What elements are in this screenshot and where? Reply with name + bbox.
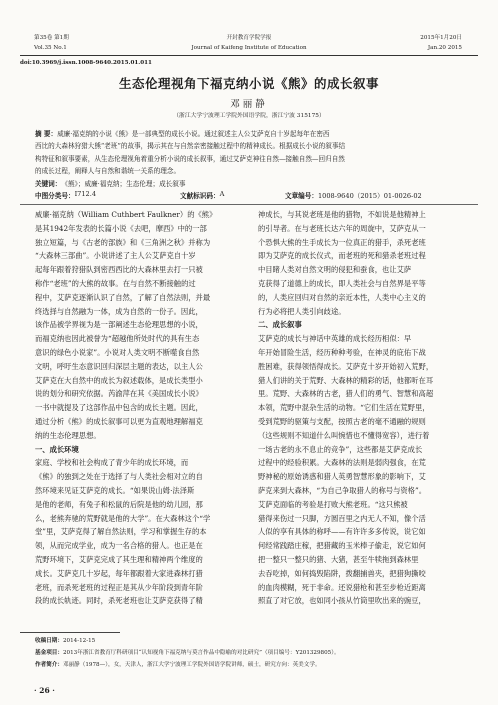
body-text-line: 是其1942年发表的长篇小说《去吧，摩西》中的一部 [35, 223, 207, 233]
page-number: · 26 · [34, 686, 55, 695]
body-text-line: 意识的绿色小说家”。小说对人类文明不断噬食自然 [35, 347, 200, 357]
footnote-label: 基金项目： [35, 650, 63, 656]
body-text-line: 段的成长轨迹。同时，杀死老班也让艾萨克获得了精 [35, 596, 203, 606]
body-text-line: （这些规则不知道什么叫惋惜也不懂得宽容），进行着 [258, 430, 430, 440]
footnote-author-bio [35, 661, 478, 669]
body-text-line: 艾萨克在大自然中的成长为叙述载体，是成长类型小 [35, 375, 203, 385]
classification-row [35, 190, 473, 202]
body-text-line: 胜困难，获得领悟得成长。艾萨克十岁开始初入荒野， [258, 361, 434, 371]
body-text-line: 起每年跟着狩猎队到密西西比的大森林里去打一只被 [35, 265, 203, 275]
classification-label: 中图分类号： [35, 192, 75, 200]
body-text-line: 即为艾萨克的成长仪式，而老班的死和猎杀老班过程 [258, 251, 426, 261]
keywords-label: 关键词： [35, 180, 62, 188]
abstract [35, 128, 463, 178]
body-text-line: 成长。艾萨克几十岁起，每年都跟着大家进森林打猎 [35, 568, 203, 578]
doi: doi:10.3969/j.issn.1008-9640.2015.01.011 [20, 60, 152, 66]
body-text-line: 年开始冒险生活，经历种种考验，在神灵的庇佑下战 [258, 347, 426, 357]
abstract-line: 的成长过程，阐释人与自然和谐统一关系的理念。 [35, 167, 181, 176]
body-text-line: 神成长，与其说老班是他的猎物，不如说是他精神上 [258, 210, 426, 219]
body-text-line: 艾萨克的成长与神话中英雄的成长经历相似：早 [258, 334, 412, 344]
body-text-line: 么，老熊奔驰的荒野就是他的大学”。在大森林这个“学 [35, 513, 211, 523]
body-text-line: 猎人们讲的关于荒野、大森林的精彩的话，他都听在耳 [258, 375, 434, 385]
body-text-line: 过程中的经验积累。大森林的法则是弱肉强食，在荒 [258, 458, 426, 468]
abstract-line: 威廉·福克纳的小说《熊》是一部典型的成长小说。通过叙述主人公艾萨克自十岁起每年在密西 [57, 130, 330, 138]
body-text-line: 个恐惧大熊的生手成长为一位真正的猎手，杀死老班 [258, 237, 426, 247]
journal-name-en: Journal of Kaifeng Institute of Education [191, 45, 307, 51]
doc-code: A [219, 190, 225, 198]
footnote-rule [20, 632, 120, 633]
body-text-line: 程中，艾萨克逐渐认识了自然，了解了自然法则，并最 [35, 292, 211, 302]
body-text-line: 萨克来到大森林，“为自己争取猎人的称号与资格”。 [258, 485, 426, 495]
body-text-line: 是他的老师，有兔子和松鼠的后院是他的幼儿园，那 [35, 499, 203, 509]
footnote-funding [35, 649, 478, 657]
volume-issue-cn: 第35卷 第1期 [34, 35, 69, 41]
body-text-line: 领，从而完成学业，成为一名合格的猎人。也正是在 [35, 541, 203, 551]
keywords-row [35, 178, 473, 190]
body-text-line: 一书中就提及了这部作品中包含的成长主题。因此， [35, 403, 203, 413]
body-text-line: 文明，呼吁生态意识回归深层主题的表达，以主人公 [35, 361, 203, 371]
article-number-label: 文章编号： [285, 192, 318, 200]
body-text-line: 纳的生态伦理思想。 [35, 430, 101, 440]
body-text-line: 独立短篇，与《古老的部族》和《三角洲之秋》并称为 [35, 237, 211, 247]
body-text-line: 猎得来伤过一只脚，方圆百里之内无人不知，像个活 [258, 513, 426, 523]
body-column-left [35, 208, 253, 608]
body-text-line: 该作品被学界视为是一部阐述生态伦理思想的小说， [35, 320, 203, 330]
body-text-line: “大森林三部曲”。小说讲述了主人公艾萨克自十岁 [35, 251, 196, 261]
body-text-line: 一场古老的永不息止的竞争”，这些都是艾萨克成长 [258, 444, 423, 454]
body-text-line: 称作“老班”的大熊的故事。在与自然不断接触的过 [35, 278, 196, 288]
journal-name-cn: 开封教育学院学报 [226, 35, 272, 41]
author-name: 邓丽静 [230, 99, 268, 110]
body-text-line: 何经常践踏庄稼，把猎藏的玉米棒子偷走，说它如何 [258, 541, 426, 551]
body-text-line: 老班，而杀死老班的过程正是其从少年阶段到青年阶 [35, 582, 203, 592]
footnote-label: 收稿日期： [35, 638, 63, 644]
body-text-line: 堂”里，艾萨克得了解自然法则，学习和掌握生存的本 [35, 527, 207, 537]
footnote-text: 2014-12-15 [62, 638, 96, 644]
body-text-line: 人似的享有具体的称呼——有许许多多传说，说它如 [258, 527, 426, 537]
body-text-line: 克获得了道德上的成长，即人类社会与自然界是平等 [258, 278, 426, 288]
footnote-text: 邓丽静（1978—），女，天津人，浙江大学宁波理工学院外国语学院讲师，硕士，研究方向：英美文学。 [62, 662, 321, 668]
footnote-text: 2013年浙江省教育厅科研项目“认知视角下福克纳与莫言作品中隐喻的对比研究”（项目编号：Y201329805）。 [62, 650, 340, 656]
article-number: 1008-9640（2015）01-0026-02 [317, 192, 422, 200]
body-text-line: 《熊》的独到之处在于选择了与人类社会相对立的自 [35, 472, 203, 482]
author-affiliation: （浙江大学宁波理工学院外国语学院，浙江宁波 315175） [173, 113, 325, 119]
body-column-right [258, 208, 476, 608]
body-text-line: 荒野环境下，艾萨克完成了其生理和精神两个维度的 [35, 554, 203, 564]
body-text-line: 威廉·福克纳（William Cuthbert Faulkner）的《熊》 [35, 210, 217, 219]
section-heading: 二、成长叙事 [258, 320, 302, 330]
body-text-line: 把一整只一整只的猪、大猪，甚至牛犊拖到森林里 [258, 554, 419, 564]
body-text-line: 受到荒野的驱策与支配，按照古老的毫不通融的规则 [258, 416, 426, 426]
body-text-line: 通过分析《熊》的成长叙事可以更为直观地理解福克 [35, 416, 203, 426]
body-text-line: 的引导者。在与老班长达六年的周旋中，艾萨克从一 [258, 223, 426, 233]
body-text-line: 家庭、学校和社会构成了青少年的成长环境，而 [35, 458, 189, 468]
body-text-line: 说的划分和研究依据。芮渝萍在其《美国成长小说》 [35, 389, 203, 399]
article-title: 生态伦理视角下福克纳小说《熊》的成长叙事 [118, 76, 379, 91]
body-text-line: 本领，荒野中混杂生活的动物。“它们生活在荒野里， [258, 403, 430, 413]
volume-issue-en: Vol.35 No.1 [34, 45, 67, 51]
issue-date-cn: 2015年1月20日 [420, 35, 462, 41]
footnote-received [35, 637, 478, 645]
body-text-line: 终选择与自然融为一体，成为自然的一份子。因此， [35, 306, 203, 316]
section-heading: 一、成长环境 [35, 444, 79, 454]
issue-date-en: Jan.20 2015 [427, 45, 462, 51]
body-text-line: 然环境来见证艾萨克的成长。“如果说山姆·法泽斯 [35, 485, 195, 495]
body-rule [20, 204, 478, 205]
doc-code-label: 文献标识码： [180, 192, 220, 200]
body-text-line: 艾萨克面临的考验是打败大熊老班。“这只熊被 [258, 499, 408, 509]
header-rule [20, 55, 478, 56]
body-text-line: 野神秘的原始诱惑和猎人英勇智慧形象的影响下，艾 [258, 472, 426, 482]
body-text-line: 的血肉模糊，死于非命。还说猎枪和甚至步枪近距离 [258, 582, 426, 592]
abstract-line: 构特征和叙事要素，从生态伦理视角着重分析小说的成长叙事，通过艾萨克神往自然—接触自然—回归自然 [35, 154, 345, 163]
body-text-line: 里。荒野、大森林的古老，猎人们的勇气、智慧和高超 [258, 389, 434, 399]
body-text-line: 的，人类应回归对自然的亲近本性，人类中心主义的 [258, 292, 426, 302]
body-text-line: 去吞吃掉，如何捣毁陷阱，拨翻捕兽夹，把猎狗撕咬 [258, 568, 426, 578]
abstract-line: 西比的大森林狩猎大熊“老班”的故事，揭示其在与自然亲密接触过程中的精神成长。根据成长小说的叙事结 [35, 142, 346, 151]
body-text-line: 行为必将把人类引向歧途。 [258, 306, 346, 316]
keywords: 《熊》；威廉·福克纳；生态伦理；成长叙事 [61, 180, 186, 188]
body-text-line: 而福克纳也因此被誉为“超越他所处时代的具有生态 [35, 334, 200, 344]
body-text-line: 中目睹人类对自然文明的侵犯和蚕食，也让艾萨 [258, 265, 412, 275]
classification-number: I712.4 [74, 190, 97, 198]
body-text-line: 照直了对它放，也如同小孩从竹筒里吹出来的豌豆， [258, 596, 426, 606]
abstract-label: 摘 要： [35, 130, 58, 138]
footnote-label: 作者简介： [35, 662, 63, 668]
